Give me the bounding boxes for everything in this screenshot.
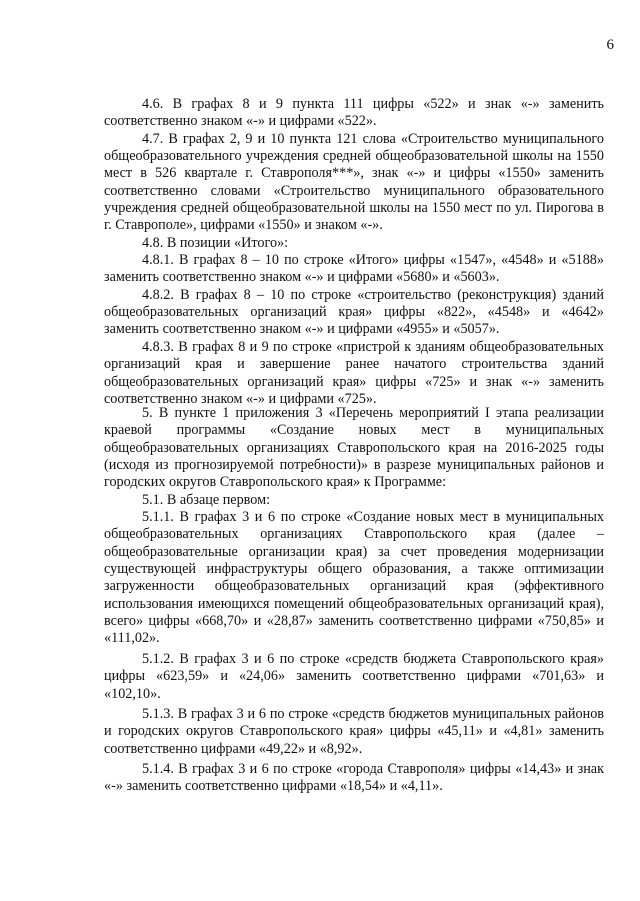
paragraph-4-6: 4.6. В графах 8 и 9 пункта 111 цифры «522» и знак «-» заменить соответственно знаком «-» и цифрами «522». bbox=[104, 96, 604, 130]
paragraph-5-1-1: 5.1.1. В графах 3 и 6 по строке «Создание новых мест в муниципальных общеобразовательных организациях Ставропольского края (далее – общеобразовательные организации края) за счет проведения модернизации существующей инфраструктуры общего образования, а также оптимизации загруженности общеобразовательных организаций края (эффективного использования имеющихся помещений общеобразовательных организаций края), всего» цифры «668,70» и «28,87» заменить соответственно цифрами «750,85» и «111,02». bbox=[104, 509, 604, 647]
paragraph-5: 5. В пункте 1 приложения 3 «Перечень мероприятий I этапа реализации краевой программы «Создание новых мест в муниципальных общеобразовательных организациях Ставропольского края на 2016-2025 годы (исходя из прогнозируемой потребности)» в разрезе муниципальных районов и городских округов Ставропольского края» к Программе: bbox=[104, 405, 604, 491]
paragraph-5-1: 5.1. В абзаце первом: bbox=[142, 491, 271, 508]
paragraph-5-1-4: 5.1.4. В графах 3 и 6 по строке «города Ставрополя» цифры «14,43» и знак «-» заменить соответственно цифрами «18,54» и «4,11». bbox=[104, 760, 604, 795]
amendments-section-5 bbox=[104, 405, 604, 796]
paragraph-5-1-3: 5.1.3. В графах 3 и 6 по строке «средств бюджетов муниципальных районов и городских округов Ставропольского края» цифры «45,11» и «4,81» заменить соответственно цифрами «49,22» и «8,92». bbox=[104, 705, 604, 757]
paragraph-4-8-3: 4.8.3. В графах 8 и 9 по строке «пристрой к зданиям общеобразовательных организаций края и завершение ранее начатого строительства зданий общеобразовательных организаций края» цифры «725» и знак «-» заменить соответственно знаком «-» и цифрами «725». bbox=[104, 338, 604, 407]
paragraph-4-8-2: 4.8.2. В графах 8 – 10 по строке «строительство (реконструкция) зданий общеобразовательных организаций края» цифры «822», «4548» и «4642» заменить соответственно знаком «-» и цифрами «4955» и «5057». bbox=[104, 286, 604, 338]
paragraph-4-8: 4.8. В позиции «Итого»: bbox=[142, 234, 289, 251]
paragraph-4-7: 4.7. В графах 2, 9 и 10 пункта 121 слова «Строительство муниципального общеобразовательного учреждения средней общеобразовательной школы на 1550 мест в 526 квартале г. Ставрополя***», знак «-» и цифры «1550» заменить соответственно словами «Строительство муниципального образовательного учреждения средней общеобразовательной школы на 1550 мест по ул. Пирогова в г. Ставрополе», цифрами «1550» и знаком «-». bbox=[104, 130, 604, 234]
amendments-section-4 bbox=[104, 96, 604, 408]
paragraph-4-8-1: 4.8.1. В графах 8 – 10 по строке «Итого» цифры «1547», «4548» и «5188» заменить соответственно знаком «-» и цифрами «5680» и «5603». bbox=[104, 252, 604, 286]
paragraph-5-1-2: 5.1.2. В графах 3 и 6 по строке «средств бюджета Ставропольского края» цифры «623,59» и «24,06» заменить соответственно цифрами «701,63» и «102,10». bbox=[104, 650, 604, 702]
page-number: 6 bbox=[606, 37, 614, 53]
